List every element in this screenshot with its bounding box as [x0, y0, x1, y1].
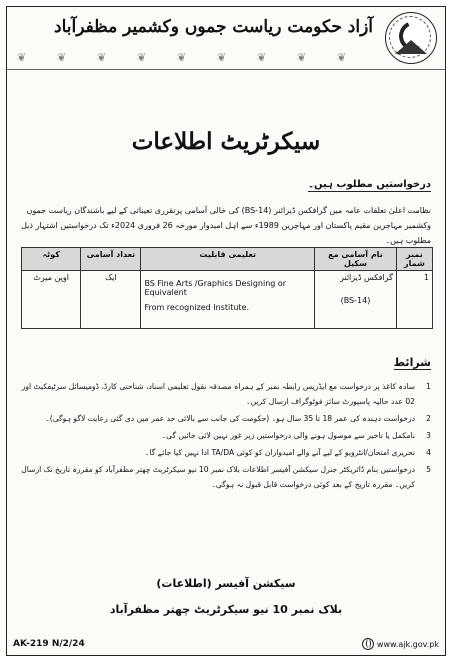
- applications-heading: درخواستیں مطلوب ہیں۔: [308, 179, 431, 190]
- intro-text: نظامت اعلیٰ تعلقات عامہ میں گرافکس ڈیزائنر (BS-14) کی خالی آسامی پرتقرری تعیناتی کے لیے باشندگان ریاست جموں وکشمیر مہاجرین مقیم پاکستان اور مہاجرین 1989ء سے اہل امیدوار مورخہ 26 فروری 2024ء تک درخواستیں اشتہار ذیل مطلوب ہیں۔: [21, 206, 431, 245]
- decorative-leaves: [7, 51, 445, 65]
- list-item: [21, 445, 431, 460]
- qualification-line-1: BS Fine Arts /Graphics Designing or Equivalent: [144, 279, 287, 297]
- condition-number: 5: [426, 465, 431, 474]
- col-quota: کوٹہ: [22, 248, 81, 271]
- cell-count: ایک: [81, 271, 141, 329]
- table-row: [22, 271, 433, 329]
- cell-quota: اوپن میرٹ: [22, 271, 81, 329]
- condition-text: درخواستیں بنام ڈائریکٹر جنرل سیکشن آفیسر اطلاعات بلاک نمبر 10 نیو سیکرٹریٹ چھتر مظفرآباد کو مقررہ تاریخ تک ارسال کریں۔ مقررہ تاریخ کے بعد کوئی درخواست قابل قبول نہ ہوگی۔: [21, 465, 415, 489]
- government-name: آزاد حکومت ریاست جموں وکشمیر مظفرآباد: [54, 17, 373, 37]
- header: [7, 7, 445, 70]
- leaf-icon: ❦: [177, 51, 187, 64]
- list-item: [21, 379, 431, 409]
- col-post: نام آسامی مع سکیل: [314, 248, 396, 271]
- leaf-icon: ❦: [97, 51, 107, 64]
- col-qualification: تعلیمی قابلیت: [141, 248, 315, 271]
- list-item: [21, 411, 431, 426]
- post-name: گرافکس ڈیزائنر: [339, 273, 393, 282]
- leaf-icon: ❦: [17, 51, 27, 64]
- condition-number: 1: [426, 382, 431, 391]
- condition-number: 3: [426, 431, 431, 440]
- leaf-icon: ❦: [137, 51, 147, 64]
- cell-serial: 1: [396, 271, 432, 329]
- conditions-heading: شرائط: [393, 356, 431, 369]
- leaf-icon: ❦: [297, 51, 307, 64]
- condition-text: سادہ کاغذ پر درخواست مع ایڈریس رابطہ نمبر کے ہمراہ مصدقہ نقول تعلیمی اسناد، شناختی کارڈ، ڈومیسائل سرٹیفکیٹ اور 02 عدد حالیہ پاسپورٹ سائز فوٹوگراف ارسال کریں۔: [21, 382, 415, 406]
- qualification-line-2: From recognized Institute.: [144, 303, 250, 312]
- condition-number: 2: [426, 414, 431, 423]
- condition-text: نامکمل یا تاخیر سے موصول ہونے والی درخواستیں زیر غور نہیں لائی جائیں گی۔: [161, 431, 415, 440]
- office-address: بلاک نمبر 10 نیو سیکرٹریٹ چھتر مظفرآباد: [109, 603, 343, 616]
- leaf-icon: ❦: [57, 51, 67, 64]
- website: [362, 638, 439, 650]
- section-officer: سیکشن آفیسر (اطلاعات): [156, 577, 296, 590]
- list-item: [21, 462, 431, 492]
- website-url: www.ajk.gov.pk: [376, 639, 439, 649]
- conditions-list: [21, 379, 431, 494]
- globe-icon: [362, 638, 374, 650]
- table-header-row: [22, 248, 433, 271]
- col-count: تعداد آسامی: [81, 248, 141, 271]
- posts-table: [21, 247, 433, 329]
- post-scale: (BS-14): [340, 296, 371, 305]
- condition-text: درخواست دہندہ کی عمر 18 تا 35 سال ہو۔ (حکومت کی جانب سے بالائی حد عمر میں دی گئی رعایت لاگو ہوگی)۔: [45, 414, 415, 423]
- advertisement-page: [6, 6, 446, 656]
- condition-text: تحریری امتحان/انٹرویو کے لیے آنے والے امیدواران کو کوئی TA/DA ادا نہیں کیا جائے گا۔: [144, 448, 415, 457]
- leaf-icon: ❦: [257, 51, 267, 64]
- leaf-icon: ❦: [217, 51, 227, 64]
- cell-qualification: [141, 271, 315, 329]
- cell-post: [314, 271, 396, 329]
- page-title: سیکرٹریٹ اطلاعات: [131, 128, 321, 155]
- reference-number: AK-219 N/2/24: [13, 639, 85, 649]
- condition-number: 4: [426, 448, 431, 457]
- list-item: [21, 428, 431, 443]
- leaf-icon: ❦: [337, 51, 347, 64]
- col-serial: نمبر شمار: [396, 248, 432, 271]
